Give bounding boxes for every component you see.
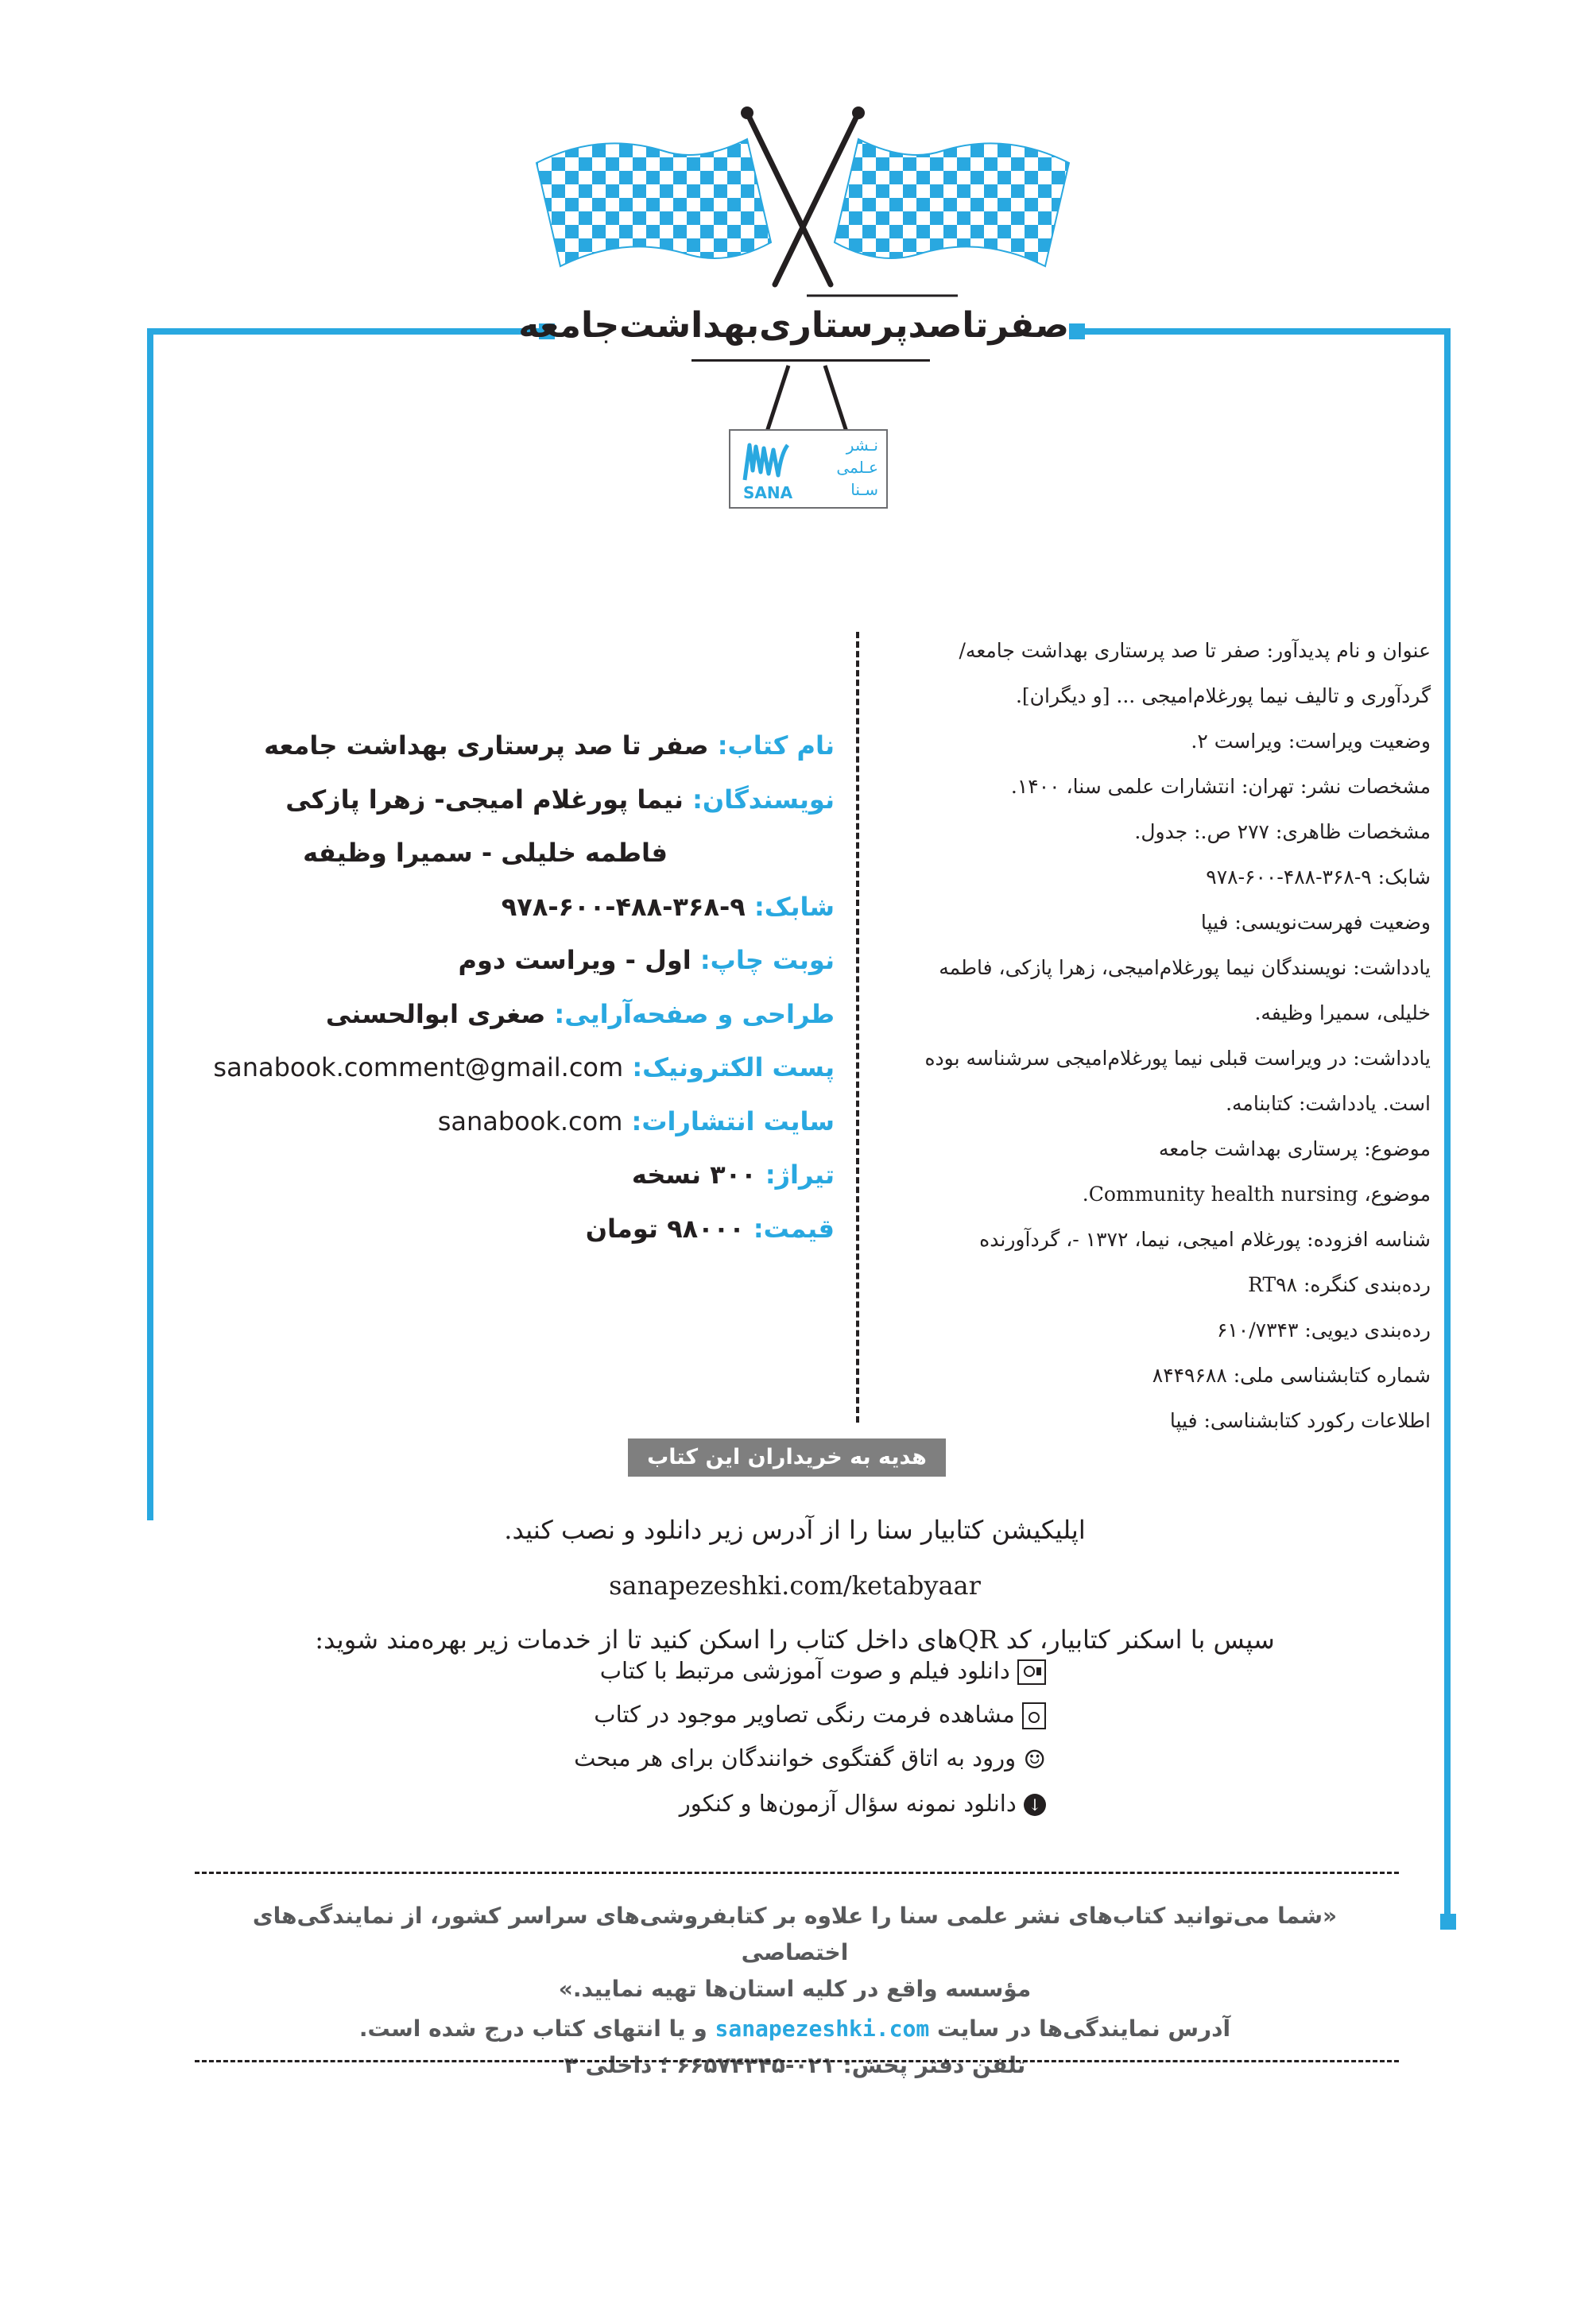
info-title-label: نام کتاب:	[717, 730, 835, 761]
info-print-run-label: تیراژ:	[765, 1160, 835, 1190]
cip-line: وضعیت فهرست‌نویسی: فیپا	[1200, 911, 1431, 934]
feature-item	[600, 1657, 1046, 1685]
info-authors-row	[159, 773, 835, 827]
cip-line: عنوان و نام پدیدآور: صفر تا صد پرستاری بهداشت جامعه/	[959, 639, 1431, 662]
frame-right	[1444, 328, 1451, 1914]
footer-line-2: مؤسسه واقع در کلیه استان‌ها تهیه نمایید.»	[558, 1976, 1032, 2002]
info-price-row	[159, 1202, 835, 1256]
cip-line: وضعیت ویراست: ویراست ۲.	[1191, 730, 1431, 753]
info-price-label: قیمت:	[753, 1213, 835, 1244]
cip-line: شناسه افزوده: پورغلام امیجی، نیما، ۱۳۷۲ -، گردآورنده	[979, 1228, 1431, 1251]
feature-item	[680, 1790, 1046, 1817]
feature-text: دانلود نمونه سؤال آزمون‌ها و کنکور	[679, 1790, 1017, 1817]
feature-item	[574, 1744, 1046, 1775]
info-authors-value: نیما پورغلام امیجی- زهرا پازکی	[285, 784, 684, 815]
cip-block	[882, 628, 1431, 1443]
feature-text: مشاهده فرمت رنگی تصاویر موجود در کتاب	[594, 1701, 1015, 1728]
footer-bottom-divider	[195, 2060, 1399, 2062]
cip-line: گردآوری و تالیف نیما پورغلام‌امیجی ... [و دیگران].	[1015, 684, 1431, 707]
footer-line-3-before: آدرس نمایندگی‌ها در سایت	[936, 2015, 1231, 2042]
info-edition-row	[159, 934, 835, 988]
info-price-value: ۹۸۰۰۰ تومان	[585, 1213, 745, 1244]
info-print-run-value: ۳۰۰ نسخه	[631, 1160, 757, 1190]
sana-logo-icon	[742, 439, 791, 483]
feature-item	[594, 1701, 1046, 1729]
logo-persian-1: نـشر	[846, 436, 878, 455]
film-icon	[1017, 1659, 1046, 1685]
info-edition-value: اول - ویراست دوم	[458, 945, 691, 975]
info-email-value: sanabook.comment@gmail.com	[213, 1052, 624, 1082]
frame-left	[147, 328, 153, 1520]
footer	[199, 1898, 1391, 2084]
info-email-row	[159, 1041, 835, 1095]
info-authors-row-2	[159, 827, 835, 881]
frame-square-bottom-right	[1440, 1914, 1456, 1930]
info-isbn-label: شابک:	[753, 891, 835, 922]
cip-line: اطلاعات رکورد کتابشناسی: فیپا	[1169, 1409, 1431, 1432]
app-intro: اپلیکیشن کتابیار سنا را از آدرس زیر دانلود و نصب کنید.	[504, 1515, 1086, 1545]
logo-persian-2: عـلمی	[836, 458, 878, 477]
cip-line: شماره کتابشناسی ملی: ۸۴۴۹۶۸۸	[1152, 1364, 1431, 1387]
feature-text: دانلود فیلم و صوت آموزشی مرتبط با کتاب	[599, 1657, 1010, 1684]
info-design-label: طراحی و صفحه‌آرایی:	[554, 998, 835, 1029]
smiley-icon: ☺	[1023, 1744, 1046, 1775]
footer-line-3	[199, 2011, 1391, 2047]
info-authors-value-2: فاطمه خلیلی - سمیرا وظیفه	[303, 838, 668, 868]
app-section	[199, 1506, 1391, 1663]
info-design-value: صغری ابوالحسنی	[325, 998, 546, 1029]
info-title-row	[159, 719, 835, 773]
footer-line-4: تلفن دفتر پخش: ۰۲۱-۶۶۵۷۴۳۴۵ ؛ داخلی ۳	[564, 2052, 1026, 2078]
info-title-value: صفر تا صد پرستاری بهداشت جامعه	[264, 730, 709, 761]
cip-line: مشخصات نشر: تهران: انتشارات علمی سنا، ۱۴۰۰.	[1010, 775, 1431, 798]
cip-line: شابک: ۹-۳۶۸-۴۸۸-۶۰۰-۹۷۸	[1206, 865, 1431, 889]
info-print-run-row	[159, 1148, 835, 1202]
info-email-label: پست الکترونیک:	[632, 1052, 835, 1082]
app-instructions: سپس با اسکنر کتابیار، کد QRهای داخل کتاب را اسکن کنید تا از خدمات زیر بهره‌مند شوید:	[315, 1624, 1275, 1655]
app-url: sanapezeshki.com/ketabyaar	[609, 1570, 981, 1601]
gift-label: هدیه به خریداران این کتاب	[628, 1438, 946, 1477]
info-site-label: سایت انتشارات:	[631, 1105, 835, 1136]
info-isbn-value: ۹-۳۶۸-۴۸۸-۶۰۰-۹۷۸	[501, 891, 746, 922]
column-divider	[856, 632, 859, 1423]
logo-latin: SANA	[743, 483, 793, 502]
download-icon: ↓	[1024, 1794, 1046, 1816]
footer-site-link[interactable]: sanapezeshki.com	[715, 2015, 930, 2042]
cip-line: یادداشت: نویسندگان نیما پورغلام‌امیجی، زهرا پازکی، فاطمه خلیلی، سمیرا وظیفه.	[939, 956, 1431, 1024]
cip-line: مشخصات ظاهری: ۲۷۷ ص.: جدول.	[1134, 820, 1431, 843]
book-info	[159, 719, 835, 1256]
frame-square-right	[1069, 323, 1085, 339]
logo-hanger	[755, 362, 858, 433]
cip-line: رده‌بندی کنگره: RT۹۸	[1248, 1273, 1431, 1296]
checkered-flags-illustration	[525, 103, 1081, 302]
cip-line: موضوع: پرستاری بهداشت جامعه	[1158, 1137, 1431, 1160]
info-site-value: sanabook.com	[437, 1105, 623, 1136]
info-design-row	[159, 988, 835, 1042]
feature-text: ورود به اتاق گفتگوی خوانندگان برای هر مبحث	[574, 1744, 1017, 1771]
cip-line: رده‌بندی دیویی: ۶۱۰/۷۳۴۳	[1216, 1318, 1431, 1342]
footer-top-divider	[195, 1872, 1399, 1874]
footer-line-3-after: و یا انتهای کتاب درج شده است.	[358, 2015, 707, 2042]
footer-line-1: «شما می‌توانید کتاب‌های نشر علمی سنا را علاوه بر کتابفروشی‌های سراسر کشور، از نمایندگی‌های اختصاصی	[252, 1903, 1338, 1965]
cip-line: یادداشت: در ویراست قبلی نیما پورغلام‌امیجی سرشناسه بوده است. یادداشت: کتابنامه.	[924, 1047, 1431, 1115]
logo-persian-3: سـنا	[850, 480, 878, 499]
frame-top-right	[1085, 328, 1451, 335]
info-site-row	[159, 1095, 835, 1149]
cip-line: موضوع، Community health nursing.	[1082, 1183, 1431, 1206]
info-edition-label: نوبت چاپ:	[699, 945, 835, 975]
image-search-icon	[1022, 1702, 1046, 1729]
frame-top-left	[147, 328, 544, 335]
book-title: صفرتاصدپرستاری‌بهداشت‌جامعه	[560, 298, 1069, 354]
publisher-logo	[729, 429, 888, 509]
info-isbn-row	[159, 881, 835, 935]
info-authors-label: نویسندگان:	[692, 784, 835, 815]
